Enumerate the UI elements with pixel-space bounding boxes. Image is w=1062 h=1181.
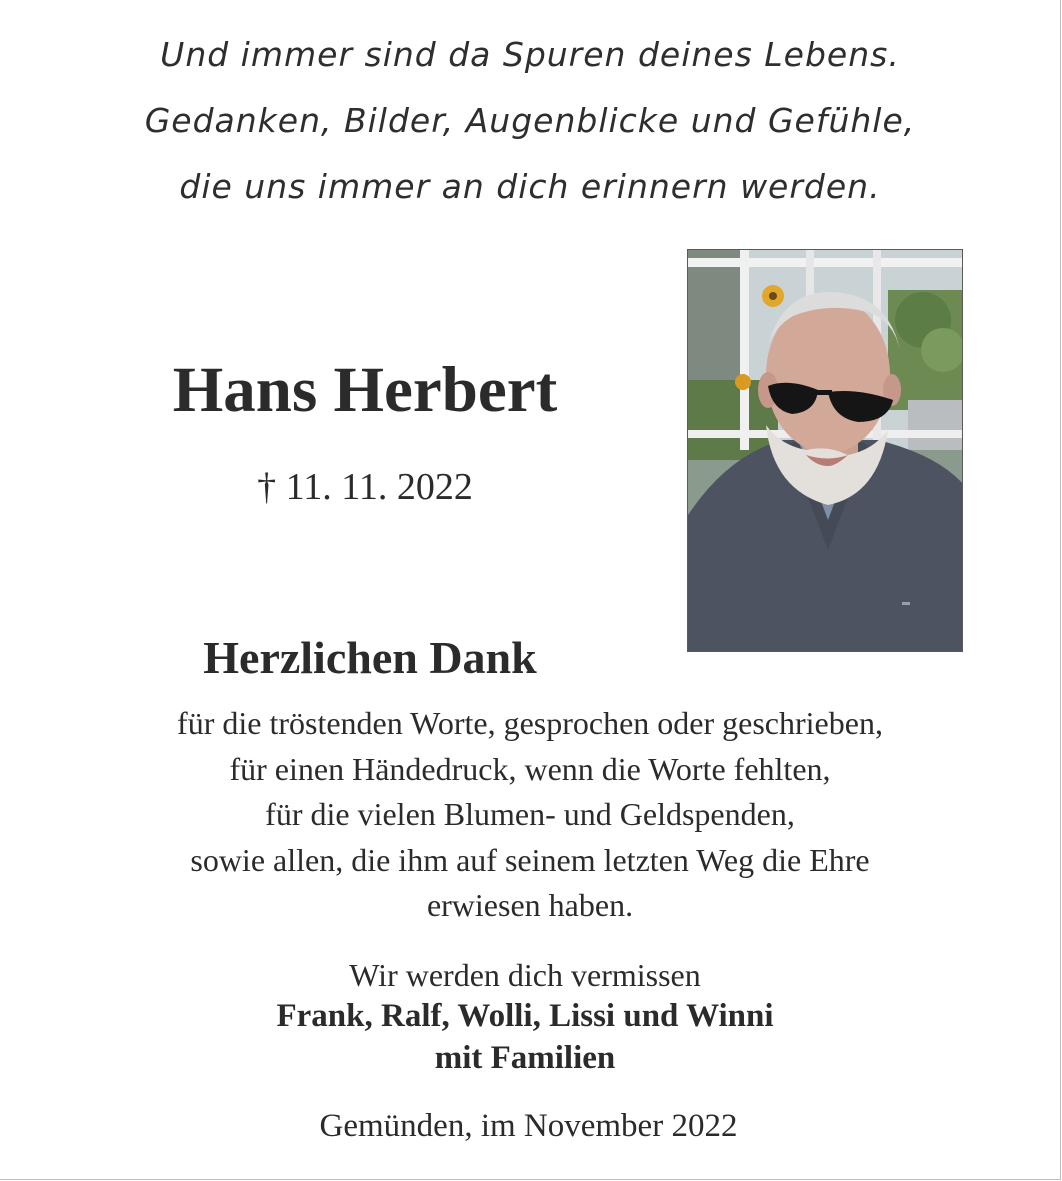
place-and-date: Gemünden, im November 2022 bbox=[319, 1108, 738, 1144]
thanks-line: für die vielen Blumen- und Geldspenden, bbox=[265, 796, 795, 832]
thanks-line: für die tröstenden Worte, gesprochen oder geschrieben, bbox=[177, 705, 883, 741]
thanks-line: für einen Händedruck, wenn die Worte fehlten, bbox=[229, 750, 831, 787]
portrait-illustration bbox=[688, 250, 963, 652]
thanks-line: sowie allen, die ihm auf seinem letzten Weg die Ehre bbox=[190, 841, 870, 878]
quote-line: Gedanken, Bilder, Augenblicke und Gefühle, bbox=[144, 101, 916, 140]
farewell-line: Wir werden dich vermissen bbox=[349, 957, 701, 993]
family-signature bbox=[0, 995, 1050, 1079]
quote-line: Und immer sind da Spuren deines Lebens. bbox=[160, 35, 900, 74]
quote-line: die uns immer an dich erinnern werden. bbox=[179, 167, 881, 206]
portrait-photo bbox=[687, 249, 963, 652]
thanks-heading: Herzlichen Dank bbox=[203, 632, 537, 683]
family-line: Frank, Ralf, Wolli, Lissi und Winni bbox=[276, 998, 774, 1034]
thanks-line: erwiesen haben. bbox=[426, 887, 634, 923]
family-line: mit Familien bbox=[434, 1040, 616, 1076]
memorial-quote bbox=[0, 22, 1060, 220]
death-date: † 11. 11. 2022 bbox=[257, 466, 473, 508]
thanks-text bbox=[0, 701, 1060, 929]
deceased-name: Hans Herbert bbox=[172, 354, 558, 426]
